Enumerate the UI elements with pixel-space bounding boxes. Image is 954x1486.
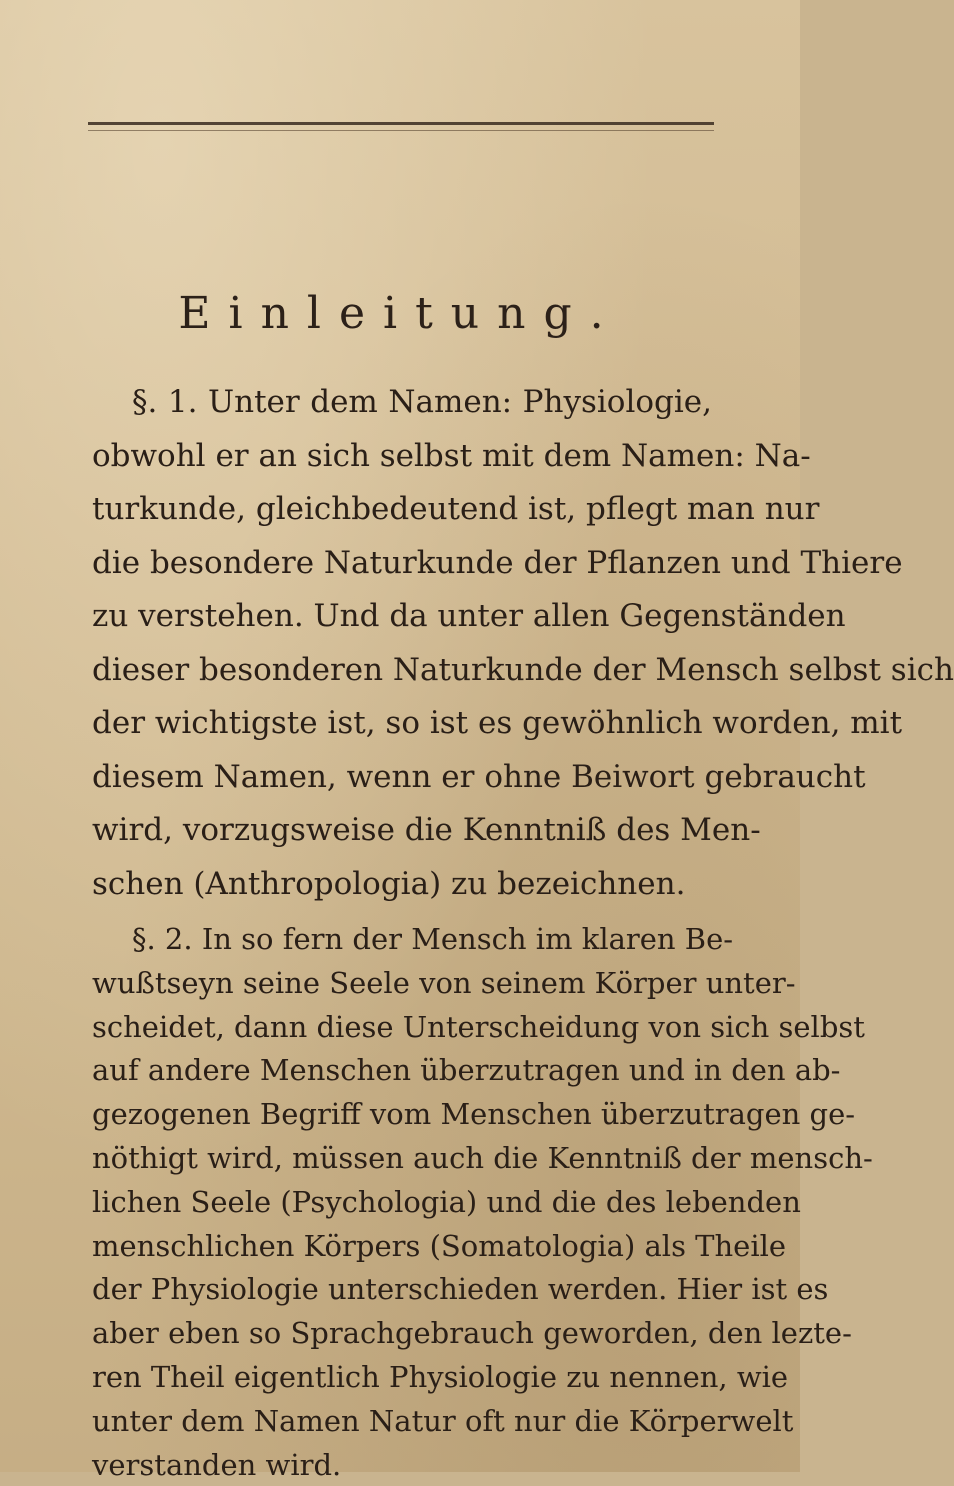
text-line: wird, vorzugsweise die Kenntniß des Men-: [92, 812, 761, 848]
text-line: §. 1. Unter dem Namen: Physiologie,: [132, 384, 712, 420]
text-line: scheidet, dann diese Unterscheidung von sich selbst: [92, 1010, 865, 1044]
text-line: nöthigt wird, müssen auch die Kenntniß der mensch-: [92, 1141, 873, 1175]
text-line: ren Theil eigentlich Physiologie zu nennen, wie: [92, 1360, 789, 1394]
header-rule: [88, 122, 714, 125]
text-line: wußtseyn seine Seele von seinem Körper unter-: [92, 966, 796, 1000]
text-line: verstanden wird.: [92, 1448, 342, 1482]
text-line: der Physiologie unterschieden werden. Hier ist es: [92, 1272, 829, 1306]
text-line: zu verstehen. Und da unter allen Gegenständen: [92, 598, 846, 634]
text-line: dieser besonderen Naturkunde der Mensch selbst sich: [92, 652, 954, 688]
text-line: schen (Anthropologia) zu bezeichnen.: [92, 866, 686, 902]
text-line: menschlichen Körpers (Somatologia) als Theile: [92, 1229, 787, 1263]
text-line: diesem Namen, wenn er ohne Beiwort gebraucht: [92, 759, 866, 795]
header-rule-thin: [88, 130, 714, 131]
text-line: der wichtigste ist, so ist es gewöhnlich worden, mit: [92, 705, 903, 741]
chapter-heading: Einleitung.: [178, 288, 622, 339]
text-line: turkunde, gleichbedeutend ist, pflegt man nur: [92, 491, 820, 527]
text-line: gezogenen Begriff vom Menschen überzutragen ge-: [92, 1097, 856, 1131]
text-line: §. 2. In so fern der Mensch im klaren Be-: [132, 922, 734, 956]
text-line: die besondere Naturkunde der Pflanzen und Thiere: [92, 545, 903, 581]
text-line: auf andere Menschen überzutragen und in den ab-: [92, 1053, 841, 1087]
text-line: lichen Seele (Psychologia) und die des lebenden: [92, 1185, 801, 1219]
text-line: aber eben so Sprachgebrauch geworden, den lezte-: [92, 1316, 852, 1350]
text-line: unter dem Namen Natur oft nur die Körperwelt: [92, 1404, 794, 1438]
text-line: obwohl er an sich selbst mit dem Namen: Na-: [92, 438, 811, 474]
